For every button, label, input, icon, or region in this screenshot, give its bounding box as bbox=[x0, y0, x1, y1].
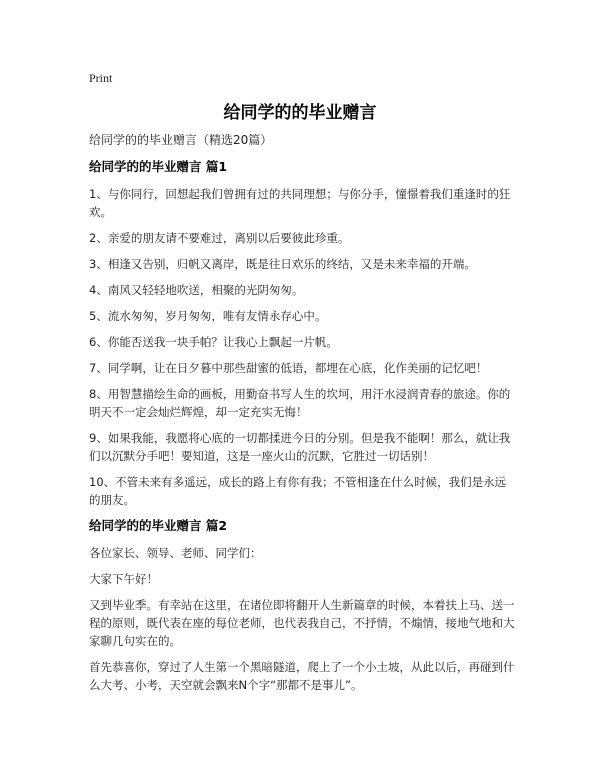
paragraph: 3、相逢又告别，归帆又离岸，既是往日欢乐的终结，又是未来幸福的开端。 bbox=[89, 257, 476, 271]
print-link[interactable]: Print bbox=[89, 71, 113, 85]
paragraph: 6、你能否送我一块手帕？让我心上飘起一片帆。 bbox=[89, 335, 338, 349]
paragraph: 4、南风又轻轻地吹送，相聚的光阴匆匆。 bbox=[89, 283, 304, 297]
paragraph: 大家下午好！ bbox=[89, 572, 158, 586]
paragraph: 1、与你同行，回想起我们曾拥有过的共同理想；与你分手，憧憬着我们重逢时的狂欢。 bbox=[89, 187, 511, 219]
paragraph: 7、同学啊，让在日夕暮中那些甜蜜的低语，都埋在心底，化作美丽的记忆吧！ bbox=[89, 361, 488, 375]
section-heading: 给同学的的毕业赠言 篇1 bbox=[89, 159, 228, 174]
document-subtitle: 给同学的的毕业赠言（精选20篇） bbox=[89, 133, 273, 147]
section-2 bbox=[89, 517, 517, 694]
document-body bbox=[89, 131, 517, 702]
section-1 bbox=[89, 158, 517, 509]
section-heading: 给同学的的毕业赠言 篇2 bbox=[89, 518, 228, 533]
paragraph: 8、用智慧描绘生命的画板，用勤奋书写人生的坎坷，用汗水浸润青春的旅途。你的明天不一定会灿烂辉煌，却一定充实无悔！ bbox=[89, 387, 511, 419]
document-title: 给同学的的毕业赠言 bbox=[223, 103, 377, 123]
paragraph: 又到毕业季。有幸站在这里，在诸位即将翻开人生新篇章的时候，本着扶上马、送一程的原则，既代表在座的每位老师，也代表我自己，不抒情，不煽情，接地气地和大家聊几句实在的。 bbox=[89, 598, 515, 648]
paragraph: 首先恭喜你，穿过了人生第一个黑暗隧道，爬上了一个小土坡，从此以后，再碰到什么大考、小考，天空就会飘来N个字“那都不是事儿”。 bbox=[89, 660, 515, 692]
paragraph: 2、亲爱的朋友请不要难过，离别以后要彼此珍重。 bbox=[89, 231, 350, 245]
paragraph: 9、如果我能，我愿将心底的一切都揉进今日的分别。但是我不能啊！那么，就让我们以沉默分手吧！要知道，这是一座火山的沉默，它胜过一切话别！ bbox=[89, 431, 511, 463]
paragraph: 各位家长、领导、老师、同学们： bbox=[89, 546, 262, 560]
paragraph: 5、流水匆匆，岁月匆匆，唯有友情永存心中。 bbox=[89, 309, 327, 323]
paragraph: 10、不管未来有多遥远，成长的路上有你有我；不管相逢在什么时候，我们是永远的朋友。 bbox=[89, 475, 507, 507]
